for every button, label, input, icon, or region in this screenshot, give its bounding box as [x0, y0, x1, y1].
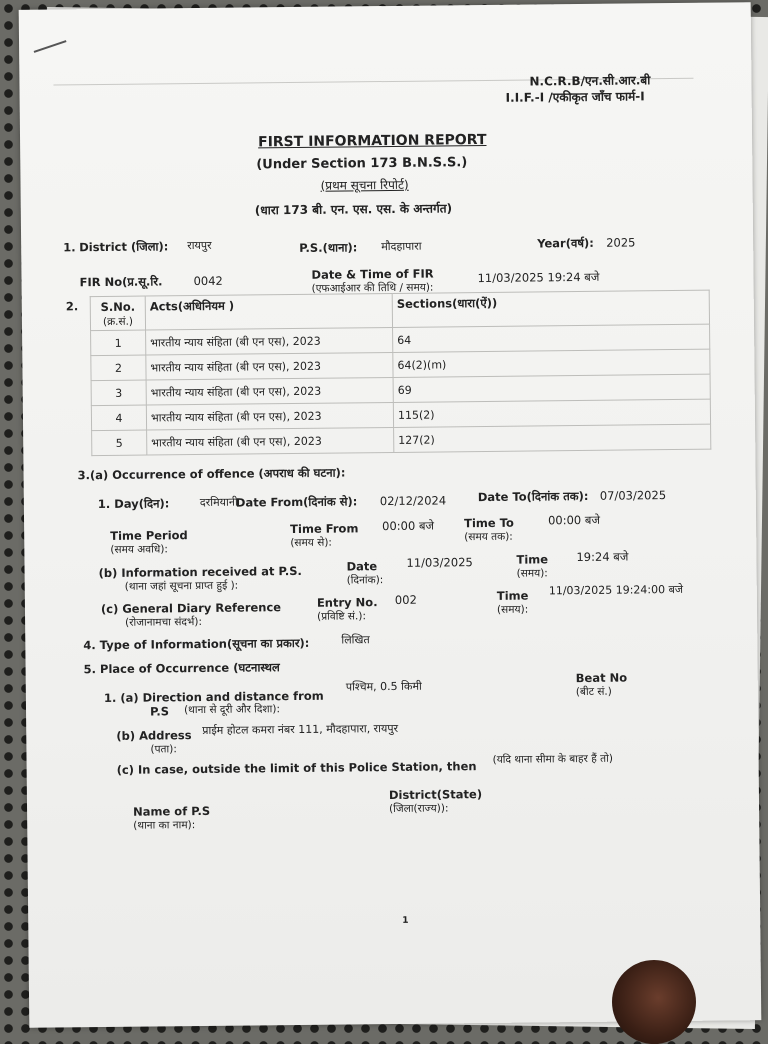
- date-to-value: 07/03/2025: [599, 488, 667, 503]
- address-label: (b) Address: [116, 728, 192, 743]
- document-title: FIRST INFORMATION REPORT: [258, 131, 487, 151]
- type-of-information-value: लिखित: [341, 633, 370, 647]
- direction-distance-hindi: (थाना से दूरी और दिशा):: [183, 703, 281, 717]
- entry-no-hindi: (प्रविष्टि सं.):: [316, 610, 367, 623]
- row-sno: 3: [91, 380, 146, 406]
- diary-time-value: 11/03/2025 19:24:00 बजे: [548, 582, 684, 598]
- form-code: I.I.F.-I /एकीकृत जाँच फार्म-I: [505, 89, 645, 105]
- row-act: भारतीय न्याय संहिता (बी एन एस), 2023: [146, 377, 393, 405]
- info-date-label: Date: [346, 559, 378, 574]
- ncrb-code: N.C.R.B/एन.सी.आर.बी: [529, 73, 651, 89]
- row-sno: 2: [91, 355, 146, 381]
- fir-no-value: 0042: [193, 273, 223, 289]
- pen-mark: [34, 40, 67, 53]
- general-diary-label: (c) General Diary Reference: [100, 600, 282, 617]
- time-to-value: 00:00 बजे: [547, 512, 601, 528]
- page-number: 1: [402, 915, 409, 926]
- table-row: [92, 424, 711, 455]
- time-period-label: Time Period: [110, 528, 188, 543]
- general-diary-hindi: (रोजानामचा संदर्भ):: [125, 615, 203, 629]
- row-sno: 1: [91, 330, 146, 356]
- district-value: रायपुर: [187, 238, 212, 253]
- entry-no-value: 002: [394, 592, 417, 607]
- date-to-label: Date To(दिनांक तक):: [477, 488, 589, 505]
- outside-limit-hindi: (यदि थाना सीमा के बाहर हैं तो): [492, 752, 613, 766]
- direction-distance-label: 1. (a) Direction and distance from: [103, 688, 324, 706]
- sections-header: Sections(धारा(ऐं)): [392, 290, 709, 327]
- fir-document-page: [19, 2, 762, 1028]
- row-section: 127(2): [394, 424, 711, 452]
- place-of-occurrence-label: 5. Place of Occurrence (घटनास्थल: [83, 660, 280, 677]
- sno-header-text: S.No.: [100, 299, 136, 315]
- row-sno: 5: [92, 430, 147, 456]
- row-section: 69: [393, 374, 710, 402]
- date-from-label: Date From(दिनांक से):: [235, 494, 358, 510]
- row-section: 64(2)(m): [393, 349, 710, 377]
- sno-header: [90, 296, 145, 331]
- year-label: Year(वर्ष):: [537, 235, 594, 251]
- item-number-1: 1.: [63, 240, 76, 255]
- time-period-hindi: (समय अवधि):: [110, 543, 168, 556]
- info-received-hindi: (थाना जहां सूचना प्राप्त हुई ):: [124, 579, 239, 593]
- time-to-label: Time To: [464, 515, 514, 531]
- fir-datetime-label-hindi: (एफआईआर की तिथि / समय):: [311, 281, 434, 295]
- sno-header-hindi: (क्र.सं.): [102, 315, 134, 328]
- year-value: 2025: [606, 235, 636, 250]
- ps-name-label: Name of P.S: [133, 803, 211, 819]
- beat-no-label: Beat No: [575, 670, 628, 686]
- info-date-hindi: (दिनांक):: [346, 574, 384, 587]
- occurrence-heading: 3.(a) Occurrence of offence (अपराध की घटना):: [77, 465, 346, 483]
- acts-sections-table: [90, 290, 712, 456]
- document-subtitle: (Under Section 173 B.N.S.S.): [256, 155, 468, 173]
- ps-value: मौदहापारा: [381, 239, 422, 254]
- fir-datetime-label: Date & Time of FIR: [311, 266, 434, 282]
- time-from-value: 00:00 बजे: [382, 518, 435, 534]
- address-value: प्राईम होटल कमरा नंबर 111, मौदहापारा, रायपुर: [202, 721, 399, 737]
- district-label: District (जिला):: [79, 239, 169, 255]
- row-act: भारतीय न्याय संहिता (बी एन एस), 2023: [146, 402, 393, 430]
- info-time-value: 19:24 बजे: [576, 549, 629, 565]
- document-section-hindi: (धारा 173 बी. एन. एस. एस. के अन्तर्गत): [254, 201, 453, 218]
- entry-no-label: Entry No.: [316, 595, 378, 610]
- time-from-label: Time From: [290, 521, 359, 537]
- outside-limit-label: (c) In case, outside the limit of this Police Station, then: [116, 759, 477, 777]
- row-section: 115(2): [393, 399, 710, 427]
- district-state-label: District(State): [388, 787, 483, 803]
- row-act: भारतीय न्याय संहिता (बी एन एस), 2023: [147, 427, 394, 455]
- diary-time-hindi: (समय):: [496, 603, 529, 616]
- info-date-value: 11/03/2025: [406, 555, 473, 570]
- ps-name-hindi: (थाना का नाम):: [133, 819, 196, 832]
- beat-no-hindi: (बीट सं.): [575, 685, 612, 699]
- day-value: दरमियानी: [199, 495, 238, 509]
- document-title-hindi: (प्रथम सूचना रिपोर्ट): [320, 177, 409, 193]
- info-time-label: Time: [516, 552, 549, 567]
- info-time-hindi: (समय):: [516, 567, 548, 580]
- day-label: 1. Day(दिन):: [97, 496, 170, 512]
- row-act: भारतीय न्याय संहिता (बी एन एस), 2023: [146, 352, 393, 380]
- direction-distance-label-ps: P.S: [149, 704, 170, 719]
- fir-datetime-value: 11/03/2025 19:24 बजे: [477, 269, 600, 286]
- time-from-hindi: (समय से):: [290, 536, 332, 550]
- fir-no-label: FIR No(प्र.सू.रि.: [79, 274, 163, 290]
- row-act: भारतीय न्याय संहिता (बी एन एस), 2023: [146, 327, 393, 355]
- type-of-information-label: 4. Type of Information(सूचना का प्रकार):: [83, 635, 310, 653]
- address-hindi: (पता):: [150, 743, 177, 756]
- ps-label: P.S.(थाना):: [299, 240, 358, 255]
- item-number-2: 2.: [65, 299, 79, 314]
- diary-time-label: Time: [496, 588, 529, 603]
- info-received-label: (b) Information received at P.S.: [98, 563, 302, 581]
- thumb: [612, 960, 696, 1044]
- date-from-value: 02/12/2024: [379, 493, 447, 509]
- district-state-hindi: (जिला(राज्य)):: [389, 802, 449, 816]
- acts-header: Acts(अधिनियम ): [145, 293, 392, 330]
- time-to-hindi: (समय तक):: [464, 530, 513, 544]
- direction-distance-value: पश्चिम, 0.5 किमी: [345, 679, 422, 694]
- row-section: 64: [393, 324, 710, 352]
- row-sno: 4: [91, 405, 146, 431]
